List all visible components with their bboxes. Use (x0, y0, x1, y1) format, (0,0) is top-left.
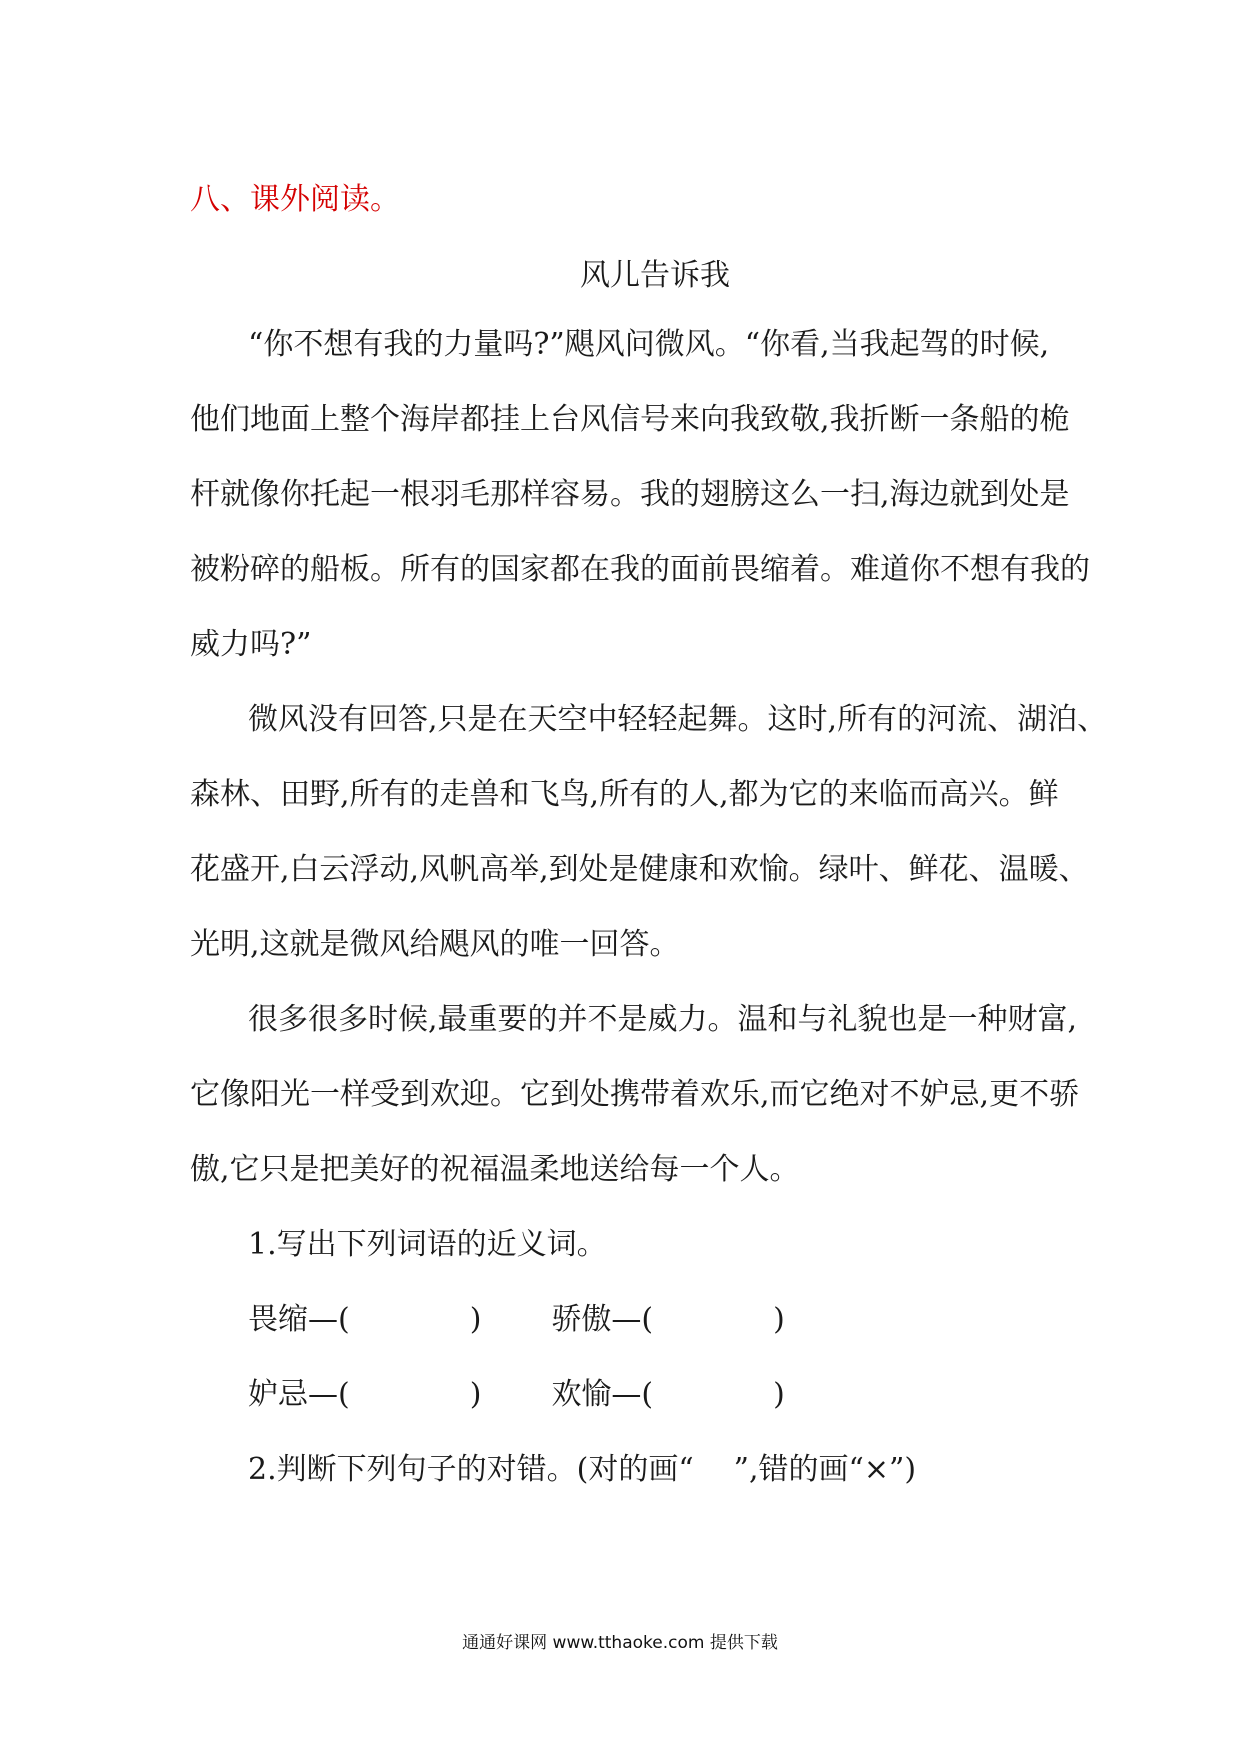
question-2-prompt-end: ”,错的画“×”) (733, 1452, 917, 1487)
paragraph-1-line-5: 威力吗?” (190, 627, 312, 662)
close-paren: ) (773, 1377, 785, 1412)
paragraph-2-line-3: 花盛开,白云浮动,风帆高举,到处是健康和欢愉。绿叶、鲜花、温暖、 (190, 852, 1089, 887)
section-heading: 八、课外阅读。 (190, 182, 400, 217)
paragraph-1-line-2: 他们地面上整个海岸都挂上台风信号来向我致敬,我折断一条船的桅 (190, 402, 1070, 437)
paragraph-1-line-4: 被粉碎的船板。所有的国家都在我的面前畏缩着。难道你不想有我的 (190, 552, 1090, 587)
paragraph-3-line-1: 很多很多时候,最重要的并不是威力。温和与礼貌也是一种财富, (248, 1002, 1078, 1037)
close-paren: ) (469, 1302, 482, 1337)
synonym-row-1 (248, 1296, 785, 1344)
paragraph-3-line-2: 它像阳光一样受到欢迎。它到处携带着欢乐,而它绝对不妒忌,更不骄 (190, 1077, 1080, 1112)
close-paren: ) (773, 1302, 785, 1337)
synonym-word: 畏缩—( (248, 1302, 350, 1337)
synonym-word: 骄傲—( (551, 1302, 654, 1337)
synonym-row-2 (248, 1371, 785, 1419)
close-paren: ) (469, 1377, 482, 1412)
paragraph-3-line-3: 傲,它只是把美好的祝福温柔地送给每一个人。 (190, 1152, 800, 1187)
paragraph-2-line-1: 微风没有回答,只是在天空中轻轻起舞。这时,所有的河流、湖泊、 (248, 702, 1108, 737)
paragraph-1-line-1: “你不想有我的力量吗?”飓风问微风。“你看,当我起驾的时候, (248, 327, 1050, 362)
paragraph-2-line-2: 森林、田野,所有的走兽和飞鸟,所有的人,都为它的来临而高兴。鲜 (190, 777, 1059, 812)
paragraph-1-line-3: 杆就像你托起一根羽毛那样容易。我的翅膀这么一扫,海边就到处是 (190, 477, 1070, 512)
synonym-word: 欢愉—( (551, 1377, 654, 1412)
question-2-prompt-start: 2.判断下列句子的对错。(对的画“ (248, 1452, 694, 1487)
question-1-prompt: 1.写出下列词语的近义词。 (248, 1227, 607, 1262)
question-2-prompt (248, 1446, 916, 1494)
page-footer: 通通好课网 www.tthaoke.com 提供下载 (462, 1633, 778, 1653)
passage-title: 风儿告诉我 (580, 258, 730, 293)
paragraph-2-line-4: 光明,这就是微风给飓风的唯一回答。 (190, 927, 680, 962)
synonym-word: 妒忌—( (248, 1377, 350, 1412)
